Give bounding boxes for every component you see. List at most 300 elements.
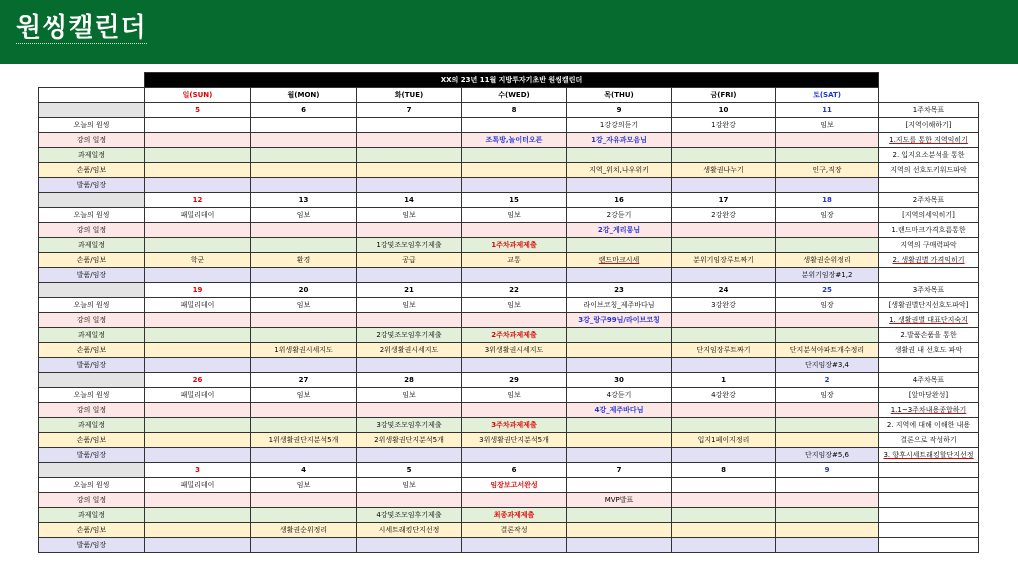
schedule-cell[interactable] [462, 163, 567, 178]
schedule-cell[interactable] [357, 418, 462, 433]
title-spacer-right [879, 73, 979, 88]
schedule-cell[interactable] [462, 133, 567, 148]
schedule-cell[interactable] [145, 523, 251, 538]
schedule-cell[interactable] [567, 388, 672, 403]
goal-text: [지역이해하기] [905, 120, 952, 129]
goal-text: 2. 지역에 대해 이해한 내용 [886, 420, 971, 429]
schedule-cell[interactable] [251, 538, 357, 553]
schedule-cell[interactable] [672, 328, 776, 343]
goal-text: 2. 입지요소분석을 통한 [892, 150, 965, 159]
schedule-cell[interactable] [567, 328, 672, 343]
schedule-cell[interactable] [776, 163, 879, 178]
schedule-cell[interactable] [672, 478, 776, 493]
schedule-cell[interactable] [567, 343, 672, 358]
schedule-cell[interactable] [357, 448, 462, 463]
schedule-cell[interactable] [357, 148, 462, 163]
date-cell-sat: 25 [776, 283, 879, 298]
schedule-cell[interactable] [567, 403, 672, 418]
schedule-cell[interactable] [462, 538, 567, 553]
week-date-row [39, 463, 979, 478]
schedule-cell[interactable] [251, 448, 357, 463]
schedule-cell[interactable] [251, 238, 357, 253]
schedule-cell[interactable] [251, 298, 357, 313]
schedule-cell[interactable] [462, 253, 567, 268]
schedule-cell[interactable] [145, 268, 251, 283]
schedule-cell[interactable] [567, 268, 672, 283]
schedule-cell[interactable] [672, 523, 776, 538]
schedule-cell[interactable] [567, 538, 672, 553]
schedule-text: 랜드마크시세 [598, 255, 640, 264]
schedule-cell[interactable] [776, 298, 879, 313]
schedule-cell[interactable] [462, 178, 567, 193]
schedule-cell[interactable] [776, 328, 879, 343]
schedule-cell[interactable] [145, 328, 251, 343]
schedule-cell[interactable] [462, 478, 567, 493]
week-goal-header: 2주차목표 [879, 193, 979, 208]
week-goal-line [879, 253, 979, 268]
schedule-text: 학군 [190, 255, 205, 264]
schedule-cell[interactable] [145, 388, 251, 403]
date-cell-thu: 16 [567, 193, 672, 208]
week-goal-line [879, 523, 979, 538]
schedule-cell[interactable] [357, 358, 462, 373]
schedule-cell[interactable] [145, 448, 251, 463]
schedule-cell[interactable] [251, 508, 357, 523]
day-header-sun: 일(SUN) [145, 88, 251, 103]
schedule-cell[interactable] [776, 403, 879, 418]
schedule-cell[interactable] [462, 148, 567, 163]
schedule-cell[interactable] [567, 253, 672, 268]
week-goal-line [879, 133, 979, 148]
schedule-text: 임보 [402, 210, 416, 219]
schedule-text: 최종과제제출 [493, 510, 535, 519]
schedule-cell[interactable] [251, 163, 357, 178]
schedule-cell[interactable] [567, 523, 672, 538]
schedule-cell[interactable] [145, 208, 251, 223]
schedule-cell[interactable] [776, 433, 879, 448]
schedule-cell[interactable] [251, 388, 357, 403]
schedule-text: 3강_랑구99님/라이브코칭 [578, 315, 660, 324]
schedule-cell[interactable] [462, 358, 567, 373]
row-label: 발품/임장 [39, 178, 145, 193]
lecture-schedule-row [39, 313, 979, 328]
schedule-text: 조톡방,놀이터오픈 [485, 135, 543, 144]
schedule-cell[interactable] [776, 343, 879, 358]
schedule-cell[interactable] [776, 478, 879, 493]
schedule-cell[interactable] [672, 223, 776, 238]
calendar-table [38, 72, 979, 553]
row-label: 강의 일정 [39, 403, 145, 418]
schedule-cell[interactable] [672, 133, 776, 148]
schedule-cell[interactable] [776, 388, 879, 403]
schedule-cell[interactable] [776, 313, 879, 328]
schedule-text: 임보 [507, 390, 521, 399]
task-schedule-row [39, 418, 979, 433]
schedule-cell[interactable] [145, 178, 251, 193]
date-cell-tue: 28 [357, 373, 462, 388]
date-cell-sat: 18 [776, 193, 879, 208]
schedule-cell[interactable] [462, 223, 567, 238]
schedule-cell[interactable] [567, 223, 672, 238]
schedule-text: 임보 [296, 390, 311, 399]
schedule-text: 임장 [820, 390, 834, 399]
schedule-cell[interactable] [567, 418, 672, 433]
schedule-cell[interactable] [145, 343, 251, 358]
schedule-cell[interactable] [251, 148, 357, 163]
calendar-title: XX의 23년 11월 지방투자기초반 원씽캘린더 [145, 73, 879, 88]
schedule-cell[interactable] [145, 508, 251, 523]
week-goal-line [879, 418, 979, 433]
row-label: 발품/임장 [39, 448, 145, 463]
schedule-cell[interactable] [567, 478, 672, 493]
schedule-cell[interactable] [672, 298, 776, 313]
schedule-cell[interactable] [672, 148, 776, 163]
schedule-cell[interactable] [776, 133, 879, 148]
week-goal-header: 3주차목표 [879, 283, 979, 298]
schedule-text: 지역_위치,나우위키 [589, 165, 649, 174]
schedule-cell[interactable] [145, 538, 251, 553]
goal-text: [지역의세익히기] [902, 210, 955, 219]
schedule-text: 입지1페이지정리 [697, 435, 750, 444]
schedule-cell[interactable] [672, 253, 776, 268]
schedule-cell[interactable] [776, 493, 879, 508]
todays-one-thing-row [39, 388, 979, 403]
schedule-cell[interactable] [357, 268, 462, 283]
row-label: 과제일정 [39, 508, 145, 523]
schedule-cell[interactable] [672, 403, 776, 418]
schedule-cell[interactable] [462, 508, 567, 523]
date-cell-sun: 19 [145, 283, 251, 298]
schedule-cell[interactable] [145, 253, 251, 268]
schedule-cell[interactable] [776, 448, 879, 463]
date-cell-tue: 21 [357, 283, 462, 298]
site-visit-row [39, 358, 979, 373]
schedule-cell[interactable] [776, 268, 879, 283]
schedule-cell[interactable] [672, 418, 776, 433]
schedule-text: 임보 [402, 480, 416, 489]
schedule-cell[interactable] [462, 328, 567, 343]
schedule-cell[interactable] [357, 433, 462, 448]
schedule-cell[interactable] [357, 238, 462, 253]
week-goal-header: 1주차목표 [879, 103, 979, 118]
date-cell-thu: 7 [567, 463, 672, 478]
schedule-cell[interactable] [462, 388, 567, 403]
schedule-cell[interactable] [251, 343, 357, 358]
goal-text: 지역의 구매력파악 [900, 240, 957, 249]
schedule-cell[interactable] [567, 238, 672, 253]
schedule-text: 2강듣기 [606, 210, 632, 219]
schedule-cell[interactable] [357, 493, 462, 508]
schedule-cell[interactable] [145, 418, 251, 433]
schedule-cell[interactable] [672, 508, 776, 523]
schedule-text: 2위생활권시세지도 [379, 345, 439, 354]
schedule-cell[interactable] [145, 493, 251, 508]
schedule-text: 4강_제주바다님 [594, 405, 644, 414]
schedule-cell[interactable] [357, 298, 462, 313]
week-goal-header [879, 463, 979, 478]
schedule-cell[interactable] [567, 508, 672, 523]
schedule-cell[interactable] [462, 403, 567, 418]
schedule-cell[interactable] [357, 388, 462, 403]
schedule-cell[interactable] [251, 268, 357, 283]
date-cell-sun: 26 [145, 373, 251, 388]
week-date-row [39, 103, 979, 118]
schedule-cell[interactable] [357, 133, 462, 148]
goal-text: 지역의 선호도키워드파악 [890, 165, 967, 174]
schedule-cell[interactable] [357, 178, 462, 193]
week-goal-line [879, 148, 979, 163]
schedule-text: 교통 [507, 255, 521, 264]
schedule-text: 공급 [402, 255, 416, 264]
schedule-cell[interactable] [357, 478, 462, 493]
date-cell-fri: 8 [672, 463, 776, 478]
day-header-blank [39, 88, 145, 103]
schedule-cell[interactable] [776, 508, 879, 523]
row-label: 손품/임보 [39, 163, 145, 178]
lecture-schedule-row [39, 493, 979, 508]
schedule-cell[interactable] [462, 433, 567, 448]
day-header-spacer [879, 88, 979, 103]
task-schedule-row [39, 148, 979, 163]
schedule-cell[interactable] [462, 268, 567, 283]
site-visit-row [39, 178, 979, 193]
schedule-text: 2강및조모임후기제출 [376, 330, 442, 339]
schedule-cell[interactable] [567, 433, 672, 448]
date-cell-mon: 6 [251, 103, 357, 118]
schedule-text: 환경 [296, 255, 311, 264]
schedule-cell[interactable] [567, 148, 672, 163]
date-cell-tue: 5 [357, 463, 462, 478]
schedule-text: 4강및조모임후기제출 [376, 510, 442, 519]
schedule-cell[interactable] [672, 313, 776, 328]
schedule-cell[interactable] [145, 298, 251, 313]
row-label: 발품/임장 [39, 538, 145, 553]
schedule-cell[interactable] [776, 253, 879, 268]
schedule-cell[interactable] [145, 478, 251, 493]
schedule-cell[interactable] [251, 208, 357, 223]
research-report-row [39, 523, 979, 538]
schedule-cell[interactable] [776, 538, 879, 553]
schedule-cell[interactable] [357, 313, 462, 328]
week-goal-line [879, 478, 979, 493]
schedule-cell[interactable] [357, 328, 462, 343]
schedule-cell[interactable] [672, 448, 776, 463]
date-cell-sat: 9 [776, 463, 879, 478]
research-report-row [39, 253, 979, 268]
schedule-text: 임보 [296, 300, 311, 309]
schedule-text: 임보 [296, 210, 311, 219]
site-visit-row [39, 448, 979, 463]
schedule-cell[interactable] [145, 118, 251, 133]
date-cell-sat: 11 [776, 103, 879, 118]
date-cell-mon: 20 [251, 283, 357, 298]
schedule-cell[interactable] [462, 343, 567, 358]
schedule-cell[interactable] [145, 433, 251, 448]
schedule-cell[interactable] [357, 523, 462, 538]
schedule-cell[interactable] [145, 148, 251, 163]
research-report-row [39, 343, 979, 358]
schedule-text: 1강및조모임후기제출 [376, 240, 442, 249]
date-cell-fri: 17 [672, 193, 776, 208]
schedule-text: 2주차과제제출 [491, 330, 537, 339]
schedule-text: 패밀리데이 [180, 390, 215, 399]
goal-text: 생활권 내 선호도 파악 [894, 345, 963, 354]
schedule-cell[interactable] [672, 358, 776, 373]
schedule-cell[interactable] [567, 448, 672, 463]
week-date-row [39, 193, 979, 208]
site-visit-row [39, 268, 979, 283]
schedule-text: MVP발표 [604, 495, 634, 504]
schedule-cell[interactable] [145, 163, 251, 178]
schedule-cell[interactable] [567, 118, 672, 133]
schedule-cell[interactable] [251, 328, 357, 343]
schedule-cell[interactable] [357, 343, 462, 358]
schedule-cell[interactable] [462, 523, 567, 538]
row-label: 발품/임장 [39, 358, 145, 373]
schedule-cell[interactable] [251, 523, 357, 538]
date-cell-sat: 2 [776, 373, 879, 388]
day-header-thu: 목(THU) [567, 88, 672, 103]
schedule-cell[interactable] [145, 223, 251, 238]
schedule-cell[interactable] [567, 493, 672, 508]
goal-text: 1. 생활권별 대표단지숙지 [889, 315, 968, 324]
schedule-cell[interactable] [462, 448, 567, 463]
row-label: 과제일정 [39, 148, 145, 163]
schedule-cell[interactable] [251, 358, 357, 373]
schedule-text: 단지임장#5,6 [804, 450, 850, 459]
site-visit-row [39, 538, 979, 553]
schedule-cell[interactable] [251, 478, 357, 493]
week-goal-line [879, 388, 979, 403]
schedule-cell[interactable] [462, 238, 567, 253]
task-schedule-row [39, 238, 979, 253]
schedule-cell[interactable] [251, 253, 357, 268]
schedule-cell[interactable] [776, 223, 879, 238]
schedule-cell[interactable] [251, 493, 357, 508]
row-label: 오늘의 원씽 [39, 298, 145, 313]
schedule-cell[interactable] [672, 178, 776, 193]
schedule-cell[interactable] [567, 358, 672, 373]
schedule-cell[interactable] [672, 388, 776, 403]
row-label: 오늘의 원씽 [39, 208, 145, 223]
schedule-cell[interactable] [145, 358, 251, 373]
schedule-cell[interactable] [776, 178, 879, 193]
day-header-mon: 월(MON) [251, 88, 357, 103]
schedule-cell[interactable] [251, 433, 357, 448]
day-header-row [39, 88, 979, 103]
schedule-text: 임보 [507, 300, 521, 309]
schedule-text: 분위기임장루트짜기 [693, 255, 754, 264]
schedule-cell[interactable] [462, 298, 567, 313]
schedule-text: 생활권순위정리 [279, 525, 328, 534]
schedule-cell[interactable] [776, 208, 879, 223]
schedule-cell[interactable] [776, 358, 879, 373]
week-date-blank [39, 103, 145, 118]
schedule-cell[interactable] [251, 418, 357, 433]
schedule-cell[interactable] [567, 208, 672, 223]
week-goal-line [879, 223, 979, 238]
schedule-cell[interactable] [776, 238, 879, 253]
schedule-text: 임보 [402, 390, 416, 399]
schedule-cell[interactable] [567, 313, 672, 328]
schedule-text: 단지분석아파트개수정리 [789, 345, 865, 354]
schedule-cell[interactable] [357, 253, 462, 268]
schedule-text: 임보 [402, 300, 416, 309]
schedule-cell[interactable] [462, 313, 567, 328]
schedule-cell[interactable] [251, 178, 357, 193]
schedule-cell[interactable] [672, 163, 776, 178]
schedule-cell[interactable] [567, 298, 672, 313]
schedule-cell[interactable] [462, 418, 567, 433]
schedule-cell[interactable] [357, 508, 462, 523]
schedule-cell[interactable] [145, 133, 251, 148]
schedule-cell[interactable] [251, 133, 357, 148]
week-goal-line [879, 403, 979, 418]
schedule-cell[interactable] [357, 223, 462, 238]
schedule-cell[interactable] [776, 418, 879, 433]
schedule-cell[interactable] [251, 313, 357, 328]
app-title: 원씽캘린더 [16, 13, 147, 43]
schedule-cell[interactable] [462, 208, 567, 223]
schedule-cell[interactable] [567, 163, 672, 178]
schedule-cell[interactable] [251, 403, 357, 418]
schedule-cell[interactable] [672, 118, 776, 133]
research-report-row [39, 433, 979, 448]
schedule-cell[interactable] [567, 178, 672, 193]
schedule-cell[interactable] [776, 118, 879, 133]
schedule-text: 생활권순위정리 [803, 255, 851, 264]
schedule-cell[interactable] [357, 403, 462, 418]
schedule-cell[interactable] [672, 433, 776, 448]
schedule-cell[interactable] [357, 538, 462, 553]
schedule-cell[interactable] [145, 403, 251, 418]
schedule-cell[interactable] [357, 163, 462, 178]
schedule-cell[interactable] [462, 493, 567, 508]
title-spacer [39, 73, 145, 88]
goal-text: 2.발품손품을 통한 [900, 330, 957, 339]
schedule-cell[interactable] [357, 208, 462, 223]
schedule-cell[interactable] [672, 343, 776, 358]
schedule-cell[interactable] [145, 238, 251, 253]
schedule-cell[interactable] [567, 133, 672, 148]
schedule-cell[interactable] [672, 493, 776, 508]
schedule-cell[interactable] [672, 208, 776, 223]
schedule-cell[interactable] [462, 118, 567, 133]
schedule-text: 시세트래킹단지선정 [378, 525, 440, 534]
todays-one-thing-row [39, 478, 979, 493]
row-label: 손품/임보 [39, 433, 145, 448]
schedule-cell[interactable] [145, 313, 251, 328]
schedule-cell[interactable] [672, 238, 776, 253]
date-cell-wed: 22 [462, 283, 567, 298]
goal-text: 3. 향후시세트래킹할단지선정 [883, 450, 974, 459]
schedule-cell[interactable] [776, 523, 879, 538]
week-date-blank [39, 463, 145, 478]
schedule-cell[interactable] [672, 268, 776, 283]
schedule-text: 인구,직장 [812, 165, 842, 174]
schedule-cell[interactable] [357, 118, 462, 133]
row-label: 손품/임보 [39, 253, 145, 268]
schedule-cell[interactable] [672, 538, 776, 553]
schedule-text: 1강완강 [711, 120, 736, 129]
schedule-cell[interactable] [251, 118, 357, 133]
schedule-cell[interactable] [776, 148, 879, 163]
date-cell-sun: 3 [145, 463, 251, 478]
schedule-text: 1위생활권시세지도 [274, 345, 333, 354]
date-cell-wed: 8 [462, 103, 567, 118]
schedule-cell[interactable] [251, 223, 357, 238]
row-label: 손품/임보 [39, 343, 145, 358]
